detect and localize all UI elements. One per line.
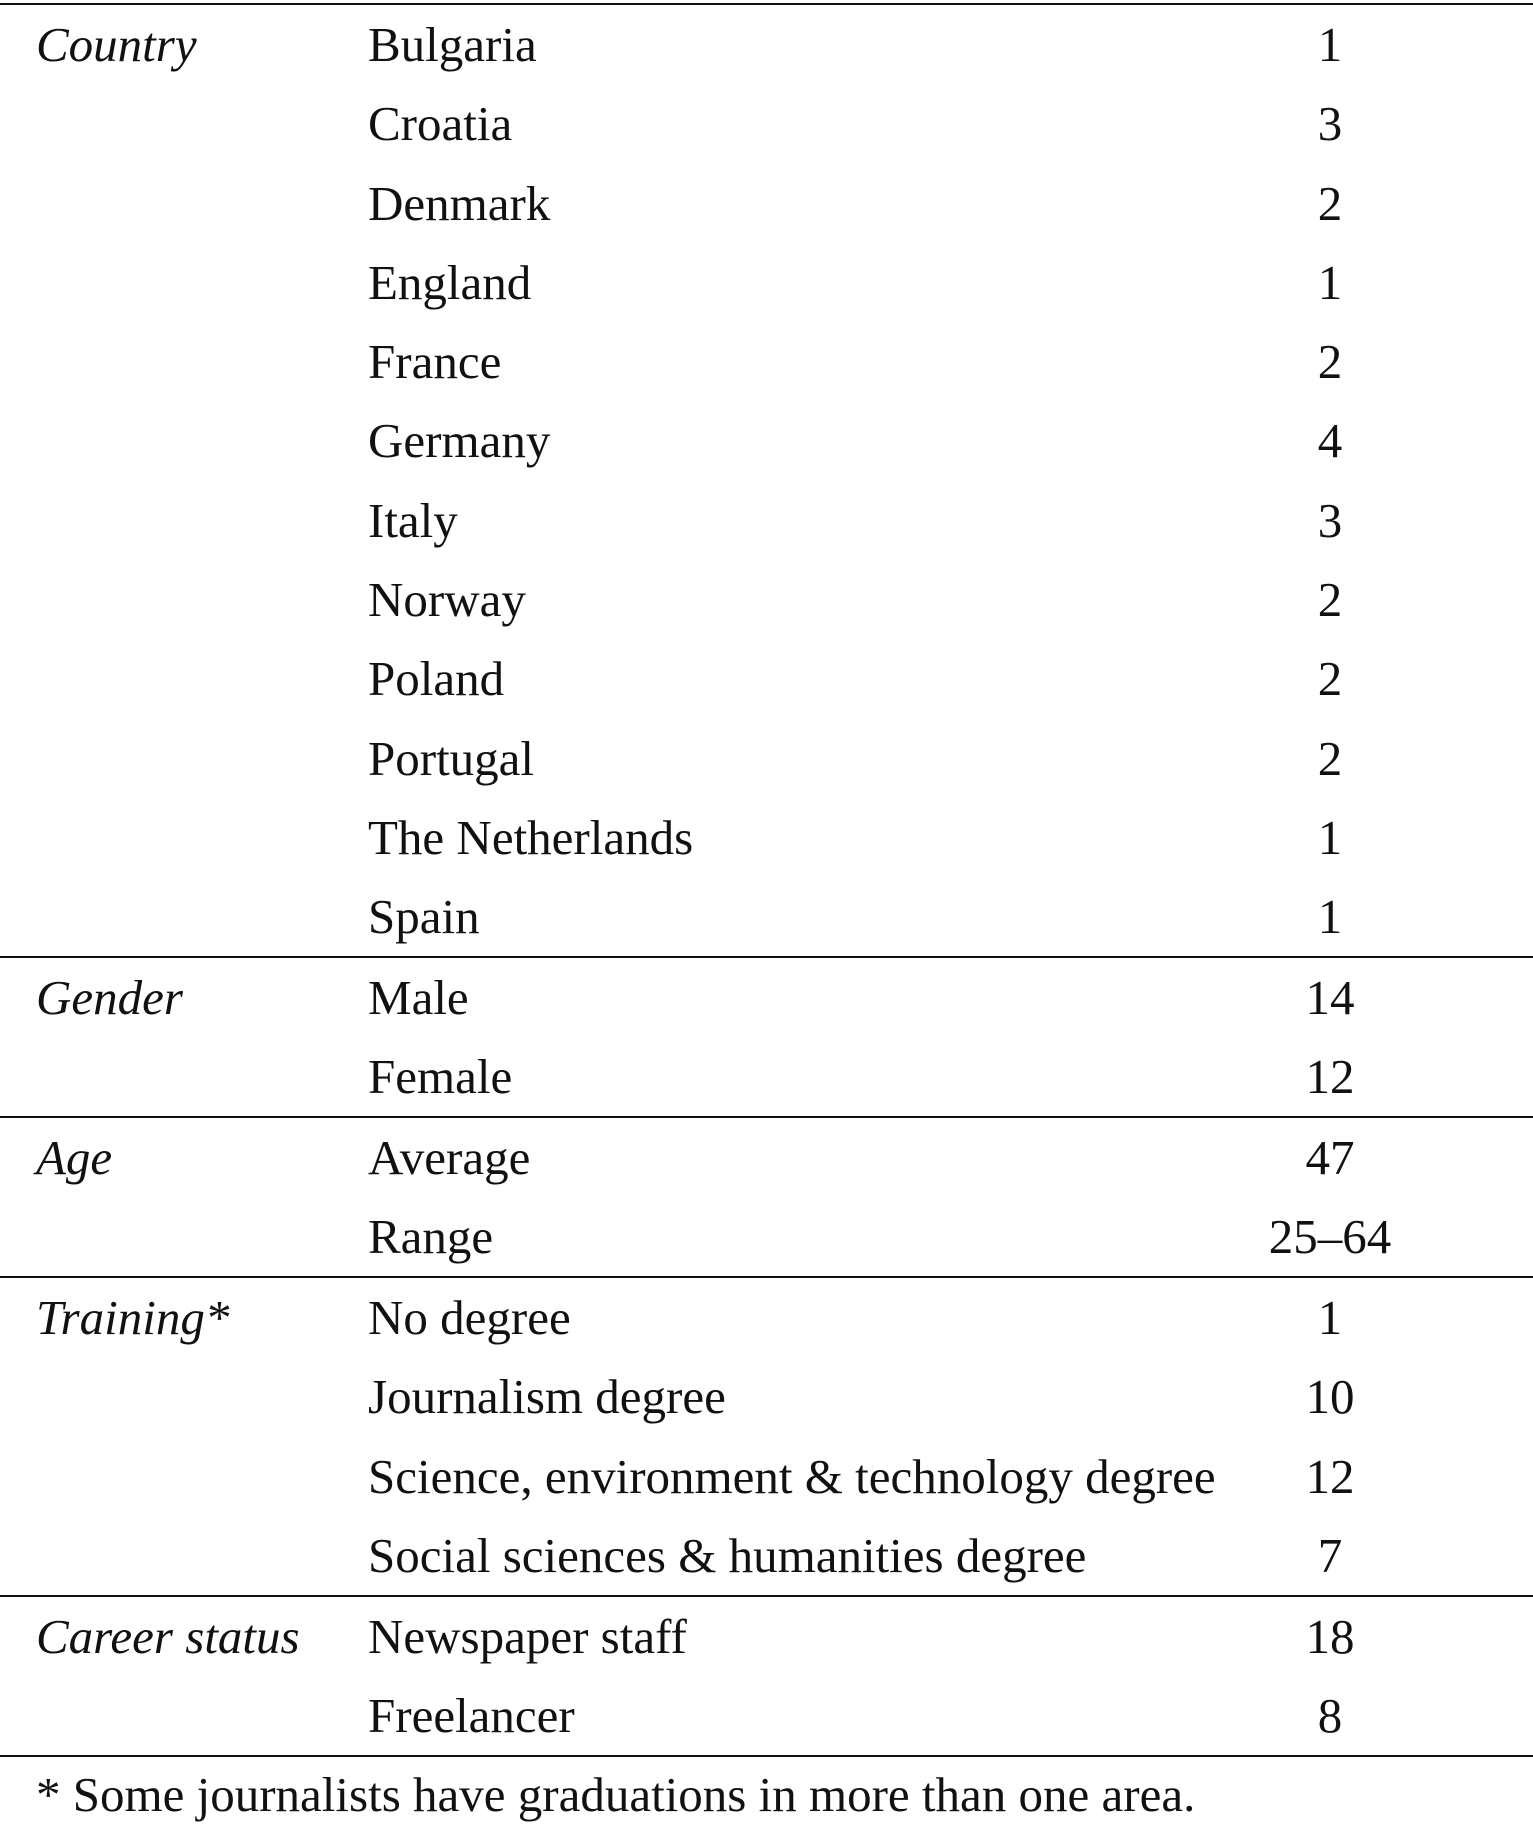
- table-row: [0, 1197, 1533, 1276]
- category-label: Career status: [36, 1609, 300, 1664]
- table-row: [0, 798, 1533, 877]
- row-value: 1: [1317, 809, 1343, 865]
- table-row: [0, 401, 1533, 480]
- row-label: Poland: [368, 651, 505, 707]
- row-value: 3: [1317, 96, 1343, 152]
- row-label: Spain: [368, 889, 480, 945]
- row-label: France: [368, 334, 502, 390]
- row-label: Social sciences & humanities degree: [368, 1527, 1087, 1583]
- row-label: Journalism degree: [368, 1369, 726, 1425]
- row-label: Bulgaria: [368, 17, 537, 72]
- row-value: 10: [1305, 1369, 1355, 1425]
- row-value: 2: [1317, 730, 1343, 786]
- row-value: 3: [1317, 492, 1343, 548]
- row-value: 12: [1305, 1448, 1355, 1504]
- table-row: [0, 243, 1533, 322]
- table-row: [0, 958, 1533, 1037]
- group-career-status: [0, 1597, 1533, 1756]
- row-label: Germany: [368, 413, 551, 469]
- row-value: 14: [1305, 970, 1355, 1025]
- row-label: No degree: [368, 1290, 571, 1345]
- row-label: Freelancer: [368, 1688, 575, 1744]
- row-value: 2: [1317, 334, 1343, 390]
- table-row: [0, 1037, 1533, 1116]
- group-age: [0, 1118, 1533, 1277]
- table-row: [0, 1437, 1533, 1516]
- table-row: [0, 84, 1533, 163]
- row-label: Portugal: [368, 730, 535, 786]
- table-row: [0, 1118, 1533, 1197]
- row-label: England: [368, 254, 532, 310]
- row-value: 25–64: [1268, 1209, 1392, 1265]
- category-label: Age: [36, 1130, 113, 1185]
- category-label: Training*: [36, 1290, 230, 1345]
- table-row: [0, 1357, 1533, 1436]
- row-label: Average: [368, 1130, 531, 1185]
- row-value: 47: [1305, 1130, 1355, 1185]
- row-value: 4: [1317, 413, 1343, 469]
- row-label: Italy: [368, 492, 458, 548]
- table-footnote: * Some journalists have graduations in more than one area.: [36, 1767, 1196, 1822]
- row-label: The Netherlands: [368, 809, 694, 865]
- table-row: [0, 560, 1533, 639]
- bottom-rule: [0, 1755, 1533, 1757]
- row-label: Denmark: [368, 175, 551, 231]
- table-row: [0, 719, 1533, 798]
- row-value: 1: [1317, 1290, 1343, 1345]
- table-row: [0, 5, 1533, 84]
- row-value: 18: [1305, 1609, 1355, 1664]
- row-label: Norway: [368, 572, 526, 628]
- table-row: [0, 1278, 1533, 1357]
- row-label: Range: [368, 1209, 494, 1265]
- row-value: 2: [1317, 651, 1343, 707]
- table-row: [0, 877, 1533, 956]
- row-value: 2: [1317, 572, 1343, 628]
- table-row: [0, 639, 1533, 718]
- table-row: [0, 481, 1533, 560]
- group-training: [0, 1278, 1533, 1595]
- table-row: [0, 1516, 1533, 1595]
- row-label: Male: [368, 970, 469, 1025]
- table-row: [0, 1597, 1533, 1676]
- group-country: [0, 5, 1533, 957]
- row-label: Croatia: [368, 96, 513, 152]
- category-label: Gender: [36, 970, 183, 1025]
- row-value: 1: [1317, 254, 1343, 310]
- table-row: [0, 1676, 1533, 1755]
- category-label: Country: [36, 17, 197, 72]
- row-value: 7: [1317, 1527, 1343, 1583]
- table-row: [0, 164, 1533, 243]
- table-row: [0, 322, 1533, 401]
- row-label: Female: [368, 1049, 513, 1105]
- group-gender: [0, 958, 1533, 1117]
- row-value: 1: [1317, 889, 1343, 945]
- row-label: Newspaper staff: [368, 1609, 687, 1664]
- row-value: 8: [1317, 1688, 1343, 1744]
- row-value: 1: [1317, 17, 1343, 72]
- row-value: 2: [1317, 175, 1343, 231]
- row-label: Science, environment & technology degree: [368, 1448, 1216, 1504]
- row-value: 12: [1305, 1049, 1355, 1105]
